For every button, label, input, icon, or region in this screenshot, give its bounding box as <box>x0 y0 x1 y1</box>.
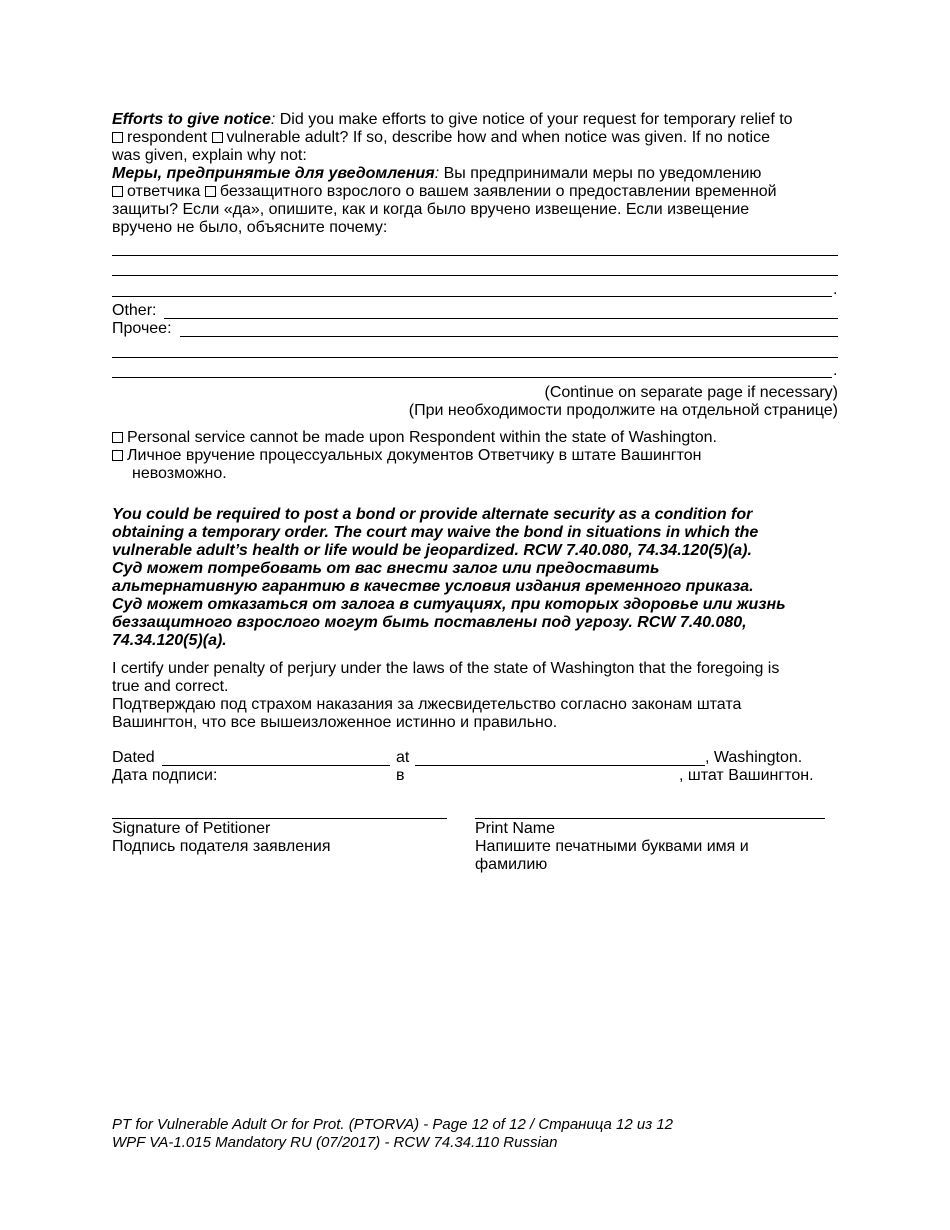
notice-blank-line-2[interactable] <box>112 275 838 276</box>
print-name-input-line[interactable] <box>475 818 825 819</box>
bond-line-3: vulnerable adult’s health or life would be jeopardized. RCW 7.40.080, 74.34.120(5)(a). <box>112 542 752 559</box>
other-label-ru: Прочее: <box>112 320 172 337</box>
notice-ru-line-4: вручено не было, объясните почему: <box>112 219 388 236</box>
continue-note-ru: (При необходимости продолжите на отдельной странице) <box>408 402 838 419</box>
notice-en-line-3: was given, explain why not: <box>112 147 307 164</box>
notice-section <box>112 111 852 237</box>
notice-blank-line-3[interactable] <box>112 296 832 297</box>
footer-line-2: WPF VA-1.015 Mandatory RU (07/2017) - RCW 74.34.110 Russian <box>112 1134 558 1151</box>
other-input-line-en[interactable] <box>164 318 838 319</box>
other-line-period: . <box>833 362 838 379</box>
certify-line-3: Подтверждаю под страхом наказания за лжесвидетельство согласно законам штата <box>112 696 742 713</box>
notice-ru-title: Меры, предпринятые для уведомления <box>112 165 435 182</box>
signature-label-ru: Подпись подателя заявления <box>112 838 331 855</box>
personal-service-ru-row <box>112 447 852 465</box>
personal-service-en: Personal service cannot be made upon Respondent within the state of Washington. <box>127 429 717 446</box>
personal-service-ru-cont: невозможно. <box>132 465 227 482</box>
continue-note-en: (Continue on separate page if necessary) <box>544 384 838 401</box>
notice-ru-line-2 <box>112 183 852 201</box>
notice-blank-line-1[interactable] <box>112 255 838 256</box>
vulnerable-label-en: vulnerable adult? If so, describe how and when notice was given. If no notice <box>226 129 770 146</box>
date-input-line[interactable] <box>162 765 390 766</box>
other-label-en: Other: <box>112 302 157 319</box>
bond-line-8: 74.34.120(5)(a). <box>112 632 227 649</box>
bond-line-6: Суд может отказаться от залога в ситуациях, при которых здоровье или жизнь <box>112 596 786 613</box>
bond-line-5: альтернативную гарантию в качестве условия издания временного приказа. <box>112 578 754 595</box>
certification <box>112 660 852 732</box>
footer-line-1: PT for Vulnerable Adult Or for Prot. (PTORVA) - Page 12 of 12 / Страница 12 из 12 <box>112 1116 674 1133</box>
other-blank-line-1[interactable] <box>112 357 838 358</box>
notice-en-title: Efforts to give notice <box>112 111 271 128</box>
respondent-checkbox-ru[interactable] <box>112 186 123 197</box>
notice-en-text: Did you make efforts to give notice of your request for temporary relief to <box>275 111 793 128</box>
bond-line-7: беззащитного взрослого могут быть поставлены под угрозу. RCW 7.40.080, <box>112 614 747 631</box>
notice-ru-line-1: Меры, предпринятые для уведомления: Вы предпринимали меры по уведомлению <box>112 165 762 182</box>
dated-label-en: Dated <box>112 749 155 766</box>
dated-label-ru: Дата подписи: <box>112 767 218 784</box>
location-input-line[interactable] <box>415 765 705 766</box>
washington-label-ru: , штат Вашингтон. <box>679 767 814 784</box>
bond-line-4: Суд может потребовать от вас внести залог или предоставить <box>112 560 660 577</box>
signature-input-line[interactable] <box>112 818 447 819</box>
vulnerable-adult-checkbox-en[interactable] <box>212 132 223 143</box>
other-input-line-ru[interactable] <box>180 336 838 337</box>
print-name-label-en: Print Name <box>475 820 556 837</box>
print-name-label-ru-cont: фамилию <box>475 856 548 873</box>
vulnerable-label-ru: беззащитного взрослого о вашем заявлении о предоставлении временной <box>219 183 777 200</box>
notice-ru-text: Вы предпринимали меры по уведомлению <box>439 165 762 182</box>
notice-en-line-2 <box>112 129 852 147</box>
personal-service-checkbox-en[interactable] <box>112 432 123 443</box>
respondent-label-ru: ответчика <box>127 183 201 200</box>
bond-line-2: obtaining a temporary order. The court may waive the bond in situations in which the <box>112 524 759 541</box>
certify-line-1: I certify under penalty of perjury under the laws of the state of Washington that the foregoing is <box>112 660 780 677</box>
notice-ru-line-3: защиты? Если «да», опишите, как и когда было вручено извещение. Если извещение <box>112 201 750 218</box>
print-name-label-ru: Напишите печатными буквами имя и <box>475 838 749 855</box>
bond-notice <box>112 506 852 650</box>
personal-service-en-row <box>112 429 852 447</box>
vulnerable-adult-checkbox-ru[interactable] <box>205 186 216 197</box>
personal-service-section <box>112 429 852 483</box>
respondent-checkbox-en[interactable] <box>112 132 123 143</box>
signature-label-en: Signature of Petitioner <box>112 820 271 837</box>
notice-en-line-1: Efforts to give notice: Did you make efforts to give notice of your request for temporary relief to <box>112 111 793 128</box>
at-label-en: at <box>396 749 410 766</box>
washington-label-en: , Washington. <box>705 749 803 766</box>
personal-service-checkbox-ru[interactable] <box>112 450 123 461</box>
at-label-ru: в <box>396 767 405 784</box>
other-blank-line-2[interactable] <box>112 377 832 378</box>
notice-line-period: . <box>833 281 838 298</box>
respondent-label-en: respondent <box>127 129 208 146</box>
certify-line-2: true and correct. <box>112 678 229 695</box>
bond-line-1: You could be required to post a bond or provide alternate security as a condition for <box>112 506 753 523</box>
personal-service-ru: Личное вручение процессуальных документов Ответчику в штате Вашингтон <box>127 447 702 464</box>
certify-line-4: Вашингтон, что все вышеизложенное истинно и правильно. <box>112 714 558 731</box>
